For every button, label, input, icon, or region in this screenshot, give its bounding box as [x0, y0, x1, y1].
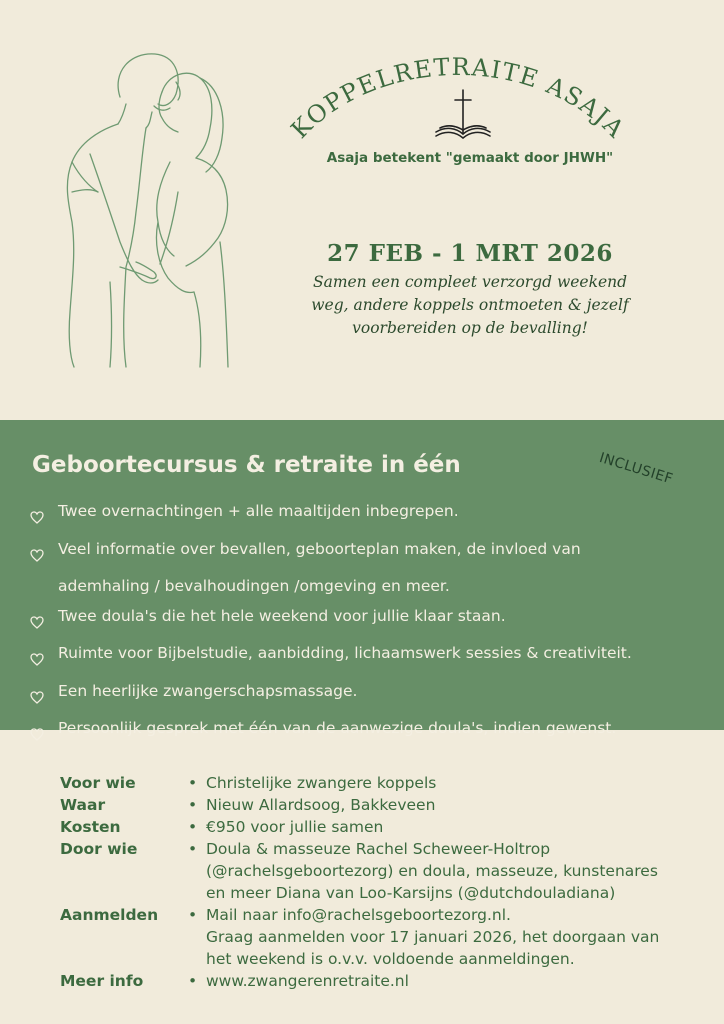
detail-row-voor-wie	[60, 772, 700, 794]
detail-row-meer-info	[60, 970, 700, 992]
list-item	[30, 497, 710, 535]
heart-icon	[30, 677, 58, 715]
benefits-section	[0, 420, 724, 737]
heart-icon	[30, 602, 58, 640]
detail-value: (@rachelsgeboortezorg) en doula, masseuze, kunstenares	[206, 862, 658, 880]
heart-icon	[30, 535, 58, 573]
list-item	[30, 677, 710, 715]
bullet: •	[188, 796, 198, 814]
detail-value: en meer Diana van Loo-Karsijns (@dutchdouladiana)	[206, 884, 616, 902]
man-face	[154, 82, 180, 110]
benefit-text: Twee overnachtingen + alle maaltijden inbegrepen.	[58, 502, 459, 520]
benefits-list	[30, 497, 710, 752]
detail-label: Kosten	[60, 818, 121, 836]
list-item	[30, 602, 710, 640]
couple-illustration	[50, 42, 250, 372]
detail-value: Doula & masseuze Rachel Scheweer-Holtrop	[206, 840, 551, 858]
bullet: •	[188, 818, 198, 836]
bullet: •	[188, 774, 198, 792]
man-front	[124, 128, 146, 367]
woman-face	[159, 92, 178, 132]
benefit-text: ademhaling / bevalhoudingen /omgeving en meer.	[58, 577, 450, 595]
heart-icon	[30, 639, 58, 677]
detail-label: Waar	[60, 796, 106, 814]
intro-line: voorbereiden op de bevalling!	[352, 319, 588, 337]
cross-book-icon	[432, 88, 494, 144]
detail-row-kosten	[60, 816, 700, 838]
details-table	[60, 772, 700, 992]
bullet: •	[188, 972, 198, 990]
woman-hair	[162, 73, 212, 158]
detail-value: €950 voor jullie samen	[206, 818, 384, 836]
woman-belly	[156, 162, 194, 292]
retreat-title: KOPPELRETRAITE ASAJA	[285, 52, 631, 144]
heart-icon	[30, 714, 58, 752]
man-sleeve	[72, 190, 98, 192]
man-leg	[110, 282, 112, 367]
detail-label: Door wie	[60, 840, 138, 858]
woman-arm	[160, 192, 178, 264]
detail-value: Graag aanmelden voor 17 januari 2026, het doorgaan van	[206, 928, 660, 946]
detail-label: Meer info	[60, 972, 144, 990]
detail-value: het weekend is o.v.v. voldoende aanmeldingen.	[206, 950, 575, 968]
man-arm	[72, 154, 142, 280]
detail-value: Christelijke zwangere koppels	[206, 774, 437, 792]
intro-line: Samen een compleet verzorgd weekend	[312, 273, 628, 291]
list-item	[30, 535, 710, 573]
event-dates: 27 FEB - 1 MRT 2026	[327, 240, 613, 267]
benefit-text: Twee doula's die het hele weekend voor jullie klaar staan.	[58, 606, 506, 625]
benefit-text: Veel informatie over bevallen, geboorteplan maken, de invloed van	[58, 539, 581, 558]
benefit-text: Een heerlijke zwangerschapsmassage.	[58, 681, 358, 700]
woman-dress	[194, 242, 228, 367]
list-item-continuation	[30, 572, 710, 602]
benefit-text: Persoonlijk gesprek met één van de aanwezige doula's, indien gewenst.	[58, 719, 617, 737]
detail-row-waar	[60, 794, 700, 816]
tagline: Asaja betekent "gemaakt door JHWH"	[326, 150, 614, 166]
man-neck	[118, 104, 152, 128]
detail-row-door-wie	[60, 838, 700, 904]
intro-line: weg, andere koppels ontmoeten & jezelf	[311, 296, 629, 314]
detail-row-aanmelden	[60, 904, 700, 970]
bullet: •	[188, 906, 198, 924]
list-item	[30, 639, 710, 677]
detail-value: Nieuw Allardsoog, Bakkeveen	[206, 796, 436, 814]
detail-label: Voor wie	[60, 774, 136, 792]
list-item	[30, 714, 710, 752]
website-link[interactable]: www.zwangerenretraite.nl	[206, 972, 409, 990]
intro-text	[280, 271, 660, 340]
inclusief-badge: INCLUSIEF	[597, 450, 675, 488]
benefit-text: Ruimte voor Bijbelstudie, aanbidding, lichaamswerk sessies & creativiteit.	[58, 644, 632, 662]
bullet: •	[188, 840, 198, 858]
email-text[interactable]: Mail naar info@rachelsgeboortezorg.nl.	[206, 906, 511, 924]
section-title: Geboortecursus & retraite in één	[32, 452, 461, 478]
woman-hair-back	[200, 78, 223, 172]
detail-label: Aanmelden	[60, 906, 159, 924]
heart-icon	[30, 497, 58, 535]
